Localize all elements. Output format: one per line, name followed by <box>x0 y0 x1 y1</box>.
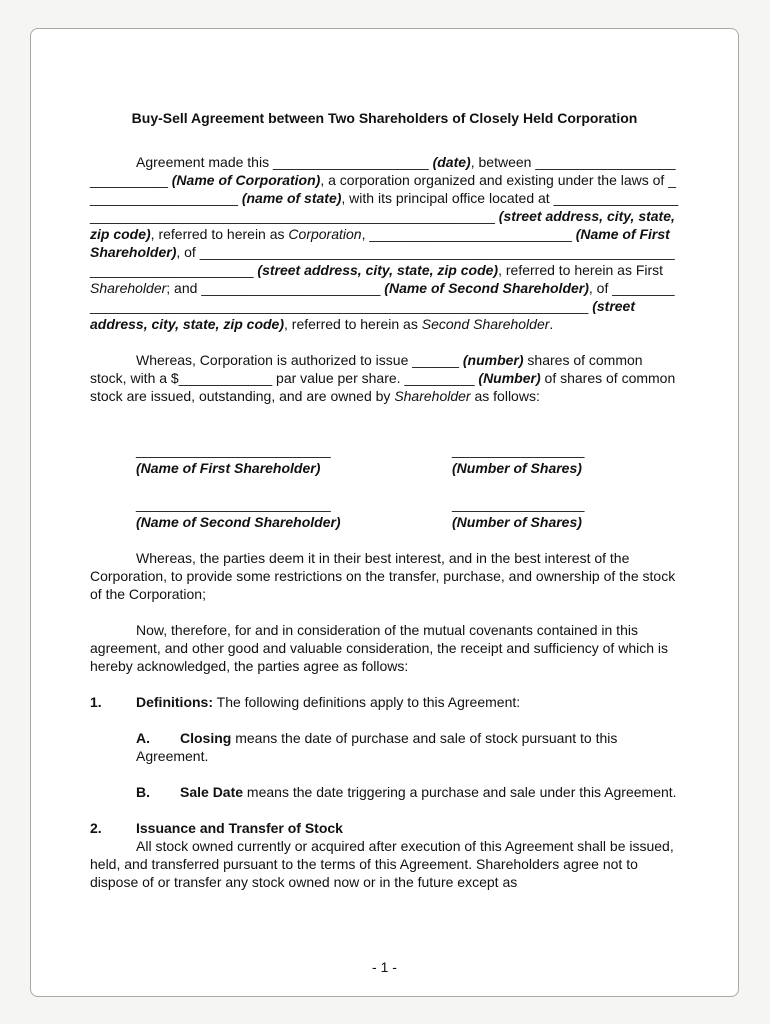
paragraph <box>90 351 679 405</box>
text-segment: Shareholder <box>90 280 167 296</box>
text-segment: Shareholder <box>394 388 471 404</box>
text-segment: (date) <box>432 154 471 170</box>
page-number: - 1 - <box>372 959 397 975</box>
text-segment: . <box>549 316 554 332</box>
fill-in-blank: _________ <box>404 370 475 386</box>
label-row <box>136 513 679 531</box>
fill-in-blank: ________________________________________________________________________ <box>90 280 675 314</box>
sub-item <box>136 729 679 765</box>
text-segment: , referred to herein as <box>284 316 422 332</box>
shareholder-shares-block <box>136 441 679 477</box>
paragraph <box>90 549 679 603</box>
sub-item <box>136 783 679 801</box>
text-segment: Closing <box>180 730 232 746</box>
text-segment: Corporation <box>288 226 362 242</box>
text-segment: All stock owned currently or acquired after execution of this Agreement shall be issued, held, and transferred pursuant to the terms of this Agreement. Shareholders agree not to dispose of or transfer any stock owned now or in the future except as <box>90 838 674 890</box>
text-segment: Now, therefore, for and in consideration of the mutual covenants contained in this agreement, and other good and valuable consideration, the receipt and sufficiency of which is hereby acknowledged, the parties agree as follows: <box>90 622 668 674</box>
fill-in-blank: _________________________ <box>136 442 331 458</box>
numbered-item <box>90 819 679 837</box>
text-segment: , of <box>588 280 613 296</box>
fill-in-blank: _______________________ <box>201 280 381 296</box>
sub-item-letter: A. <box>136 730 150 746</box>
text-segment: , referred to herein as First <box>498 262 664 278</box>
fill-in-blank: ____________________ <box>90 172 677 206</box>
text-segment: (Number) <box>478 370 541 386</box>
column-label: (Number of Shares) <box>452 514 582 530</box>
column-label: (Name of First Shareholder) <box>136 460 321 476</box>
paragraph <box>90 837 679 891</box>
document-body <box>90 153 679 891</box>
paragraph <box>90 621 679 675</box>
text-segment: , between <box>470 154 536 170</box>
fill-in-blank: ____________________________________________________________________ <box>90 190 679 224</box>
text-segment: Whereas, the parties deem it in their best interest, and in the best interest of the Corporation, to provide some restrictions on the transfer, purchase, and ownership of the stock of the Corporation; <box>90 550 676 602</box>
fill-in-blank: _________________ <box>452 496 585 512</box>
sub-item-letter: B. <box>136 784 150 800</box>
text-segment: shares of common stock, with a $ <box>90 352 643 386</box>
fill-in-blank: __________________________________________________________________________________ <box>90 244 675 278</box>
item-number: 1. <box>90 694 102 710</box>
text-segment: ; and <box>166 280 202 296</box>
fill-in-blank: _________________ <box>452 442 585 458</box>
text-segment: (Name of Corporation) <box>171 172 321 188</box>
text-segment: , referred to herein as <box>150 226 289 242</box>
fill-in-blank: ____________ <box>178 370 273 386</box>
item-number: 2. <box>90 820 102 836</box>
text-segment: (number) <box>462 352 524 368</box>
text-segment: as follows: <box>470 388 540 404</box>
text-segment: means the date triggering a purchase and sale under this Agreement. <box>243 784 677 800</box>
label-row <box>136 459 679 477</box>
text-segment: (Name of First Shareholder) <box>90 226 670 260</box>
text-segment: (street address, city, state, zip code) <box>257 262 499 278</box>
text-segment: (street address, city, state, zip code) <box>90 208 675 242</box>
fill-in-blank: _________________________ <box>136 496 331 512</box>
text-segment: par value per share. <box>272 370 405 386</box>
text-segment: , with its principal office located at <box>341 190 554 206</box>
text-segment: , of <box>176 244 200 260</box>
text-segment: Second Shareholder <box>421 316 550 332</box>
column-label: (Number of Shares) <box>452 460 582 476</box>
text-segment: Agreement made this <box>136 154 273 170</box>
text-segment: , <box>361 226 370 242</box>
text-segment: Issuance and Transfer of Stock <box>136 820 343 836</box>
fill-in-blank: ______ <box>412 352 459 368</box>
numbered-item <box>90 693 679 711</box>
paragraph <box>90 153 679 333</box>
text-segment: , a corporation organized and existing under the laws of <box>320 172 669 188</box>
text-segment: Definitions: <box>136 694 213 710</box>
column-label: (Name of Second Shareholder) <box>136 514 341 530</box>
text-segment: Whereas, Corporation is authorized to issue <box>136 352 413 368</box>
document-title: Buy-Sell Agreement between Two Shareholders of Closely Held Corporation <box>131 110 638 126</box>
text-segment: means the date of purchase and sale of stock pursuant to this Agreement. <box>136 730 618 764</box>
fill-in-blank: ____________________________ <box>90 154 676 188</box>
text-segment: (street address, city, state, zip code) <box>90 298 635 332</box>
fill-in-line-row <box>136 441 679 459</box>
text-segment: (Name of Second Shareholder) <box>384 280 589 296</box>
fill-in-line-row <box>136 495 679 513</box>
text-segment: Sale Date <box>180 784 244 800</box>
fill-in-blank: ____________________ <box>272 154 429 170</box>
text-segment: The following definitions apply to this Agreement: <box>213 694 521 710</box>
text-segment: (name of state) <box>241 190 342 206</box>
fill-in-blank: __________________________ <box>369 226 572 242</box>
text-segment: of shares of common stock are issued, outstanding, and are owned by <box>90 370 676 404</box>
shareholder-shares-block <box>136 495 679 531</box>
document-page <box>30 28 739 997</box>
